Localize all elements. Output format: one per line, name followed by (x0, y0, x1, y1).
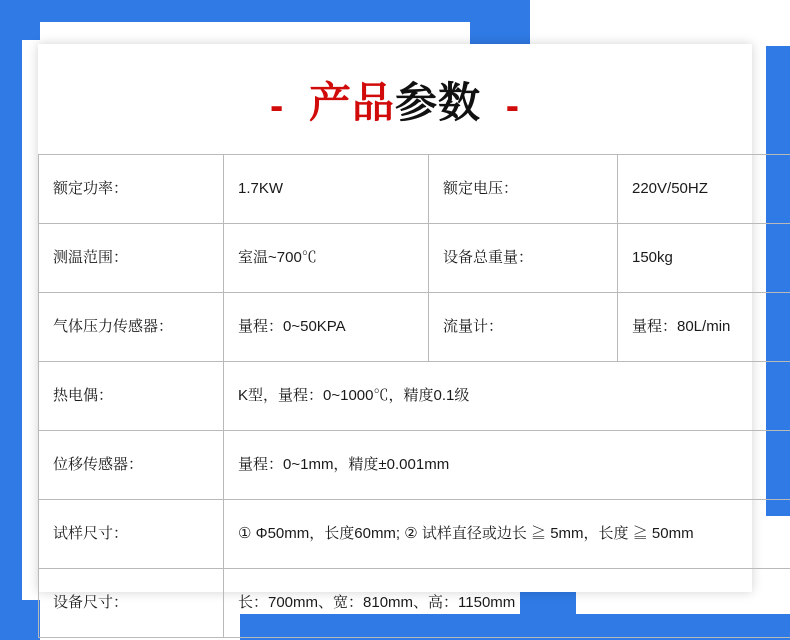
title-red-text: 产品 (308, 79, 395, 126)
param-value: 150kg (618, 223, 790, 292)
param-label: 位移传感器： (39, 430, 224, 499)
title-black-text: 参数 (395, 79, 482, 126)
param-label: 试样尺寸： (39, 499, 224, 568)
title-dash-left: - (269, 83, 285, 128)
table-row (39, 568, 790, 637)
param-label: 流量计： (429, 292, 618, 361)
table-row (39, 499, 790, 568)
decoration-left-edge (0, 40, 22, 600)
table-row (39, 361, 790, 430)
param-value: 1.7KW (224, 154, 429, 223)
parameters-table-body (39, 154, 790, 637)
param-value: ① Φ50mm，长度60mm; ② 试样直径或边长 ≧ 5mm，长度 ≧ 50mm (224, 499, 790, 568)
decoration-top-right (470, 0, 530, 46)
table-row (39, 292, 790, 361)
table-row (39, 223, 790, 292)
param-label: 气体压力传感器： (39, 292, 224, 361)
title-dash-right: - (505, 83, 521, 128)
param-label: 热电偶： (39, 361, 224, 430)
param-label: 设备尺寸： (39, 568, 224, 637)
param-label: 额定功率： (39, 154, 224, 223)
param-value: 室温~700℃ (224, 223, 429, 292)
param-label: 额定电压： (429, 154, 618, 223)
param-value: K型，量程：0~1000℃，精度0.1级 (224, 361, 790, 430)
table-row (39, 154, 790, 223)
param-value: 量程：80L/min (618, 292, 790, 361)
page-title (38, 44, 752, 154)
param-label: 测温范围： (39, 223, 224, 292)
content-card (38, 44, 752, 611)
param-value: 220V/50HZ (618, 154, 790, 223)
table-row (39, 430, 790, 499)
param-value: 长：700mm、宽：810mm、高：1150mm (224, 568, 790, 637)
decoration-top-bar (0, 0, 470, 22)
param-label: 设备总重量： (429, 223, 618, 292)
decoration-bottom-left (0, 600, 40, 640)
parameters-table (38, 154, 790, 638)
param-value: 量程：0~50KPA (224, 292, 429, 361)
param-value: 量程：0~1mm，精度±0.001mm (224, 430, 790, 499)
